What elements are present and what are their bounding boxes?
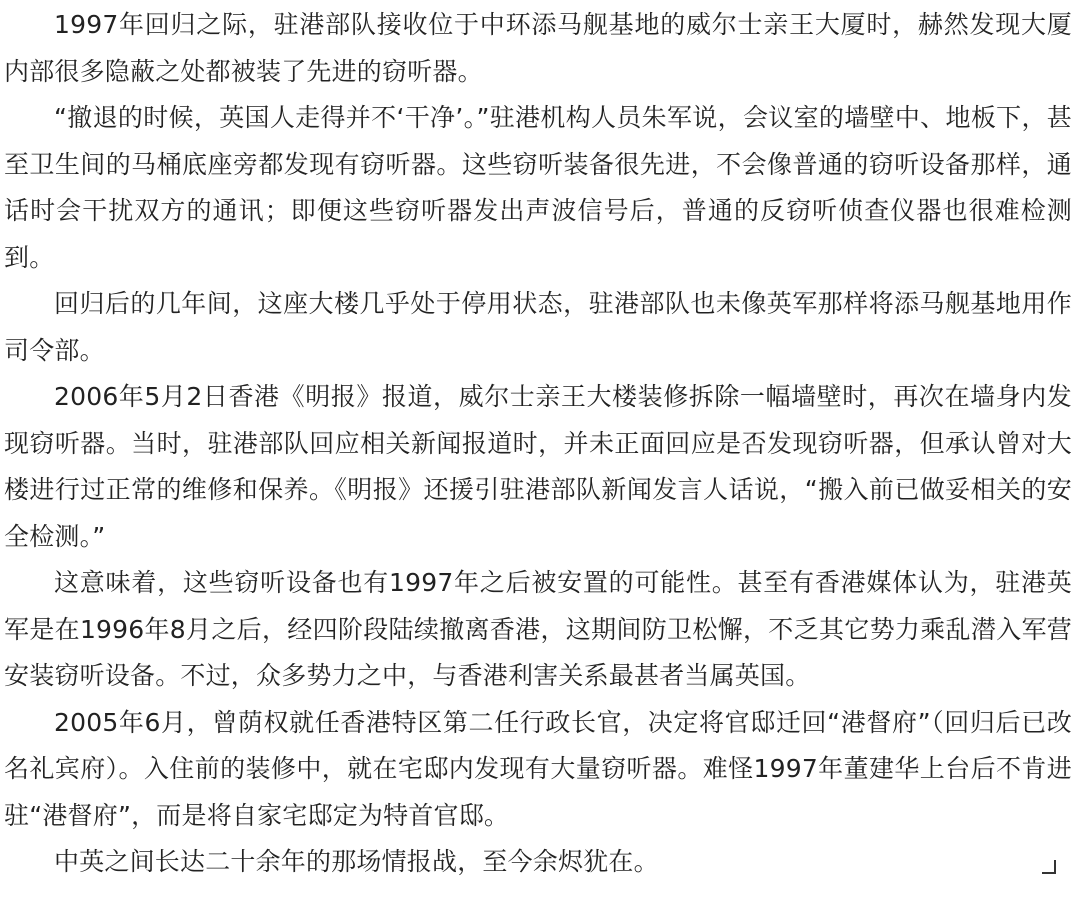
paragraph-2: “撤退的时候，英国人走得并不‘干净’。”驻港机构人员朱军说，会议室的墙壁中、地板下，甚至卫生间的马桶底座旁都发现有窃听器。这些窃听装备很先进，不会像普通的窃听设备那样，通话时会干扰双方的通讯；即便这些窃听器发出声波信号后，普通的反窃听侦查仪器也很难检测到。 — [4, 103, 1072, 272]
corner-bracket-icon — [1042, 860, 1056, 874]
paragraph-5: 这意味着，这些窃听设备也有1997年之后被安置的可能性。甚至有香港媒体认为，驻港英军是在1996年8月之后，经四阶段陆续撤离香港，这期间防卫松懈，不乏其它势力乘乱潜入军营安装窃听设备。不过，众多势力之中，与香港利害关系最甚者当属英国。 — [4, 568, 1072, 690]
paragraph-6: 2005年6月，曾荫权就任香港特区第二任行政长官，决定将官邸迁回“港督府”（回归后已改名礼宾府）。入住前的装修中，就在宅邸内发现有大量窃听器。难怪1997年董建华上台后不肯进驻“港督府”，而是将自家宅邸定为特首官邸。 — [4, 707, 1072, 830]
paragraph-4: 2006年5月2日香港《明报》报道，威尔士亲王大楼装修拆除一幅墙壁时，再次在墙身内发现窃听器。当时，驻港部队回应相关新闻报道时，并未正面回应是否发现窃听器，但承认曾对大楼进行过正常的维修和保养。《明报》还援引驻港部队新闻发言人话说，“搬入前已做妥相关的安全检测。” — [4, 382, 1072, 551]
paragraph-1: 1997年回归之际，驻港部队接收位于中环添马舰基地的威尔士亲王大厦时，赫然发现大厦内部很多隐蔽之处都被装了先进的窃听器。 — [4, 10, 1072, 86]
article-body — [4, 0, 1072, 886]
paragraph-7: 中英之间长达二十余年的那场情报战，至今余烬犹在。 — [54, 847, 659, 876]
paragraph-3: 回归后的几年间，这座大楼几乎处于停用状态，驻港部队也未像英军那样将添马舰基地用作司令部。 — [4, 289, 1072, 365]
